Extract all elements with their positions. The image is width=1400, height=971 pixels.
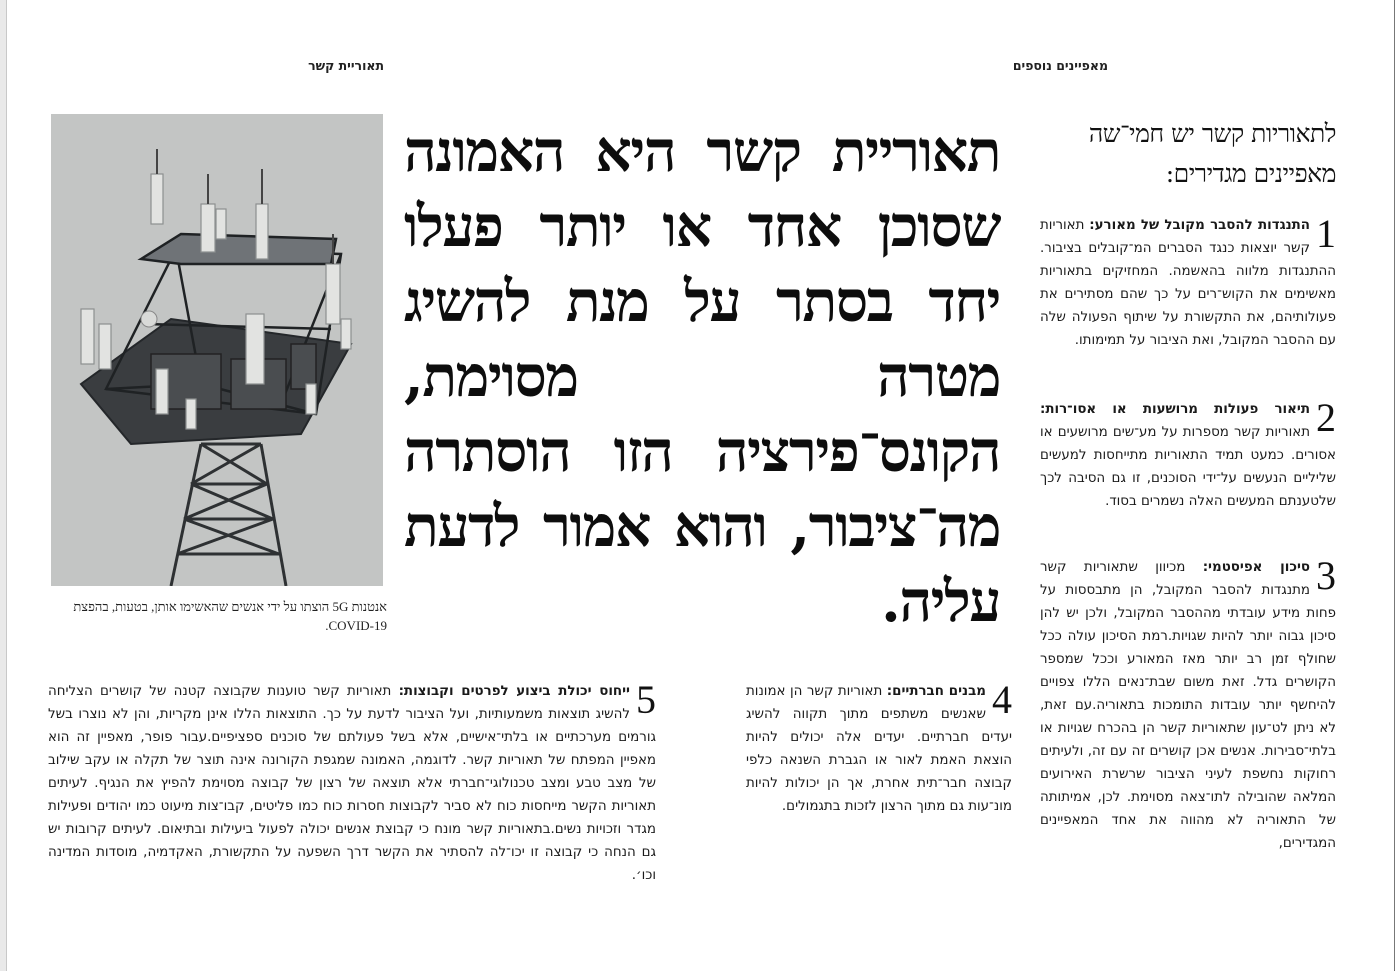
- section-text: מכיוון שתאוריות קשר מתנגדות להסבר המקובל, הן מתבססות על פחות מידע עובדתי מההסבר המקובל, ולכן יש להן סיכון גבוה יותר להיות שגויות.רמת הסיכון עולה ככל שחולף זמן רב יותר מאז המאורע וככל שמספר הקושרים גדל. זאת משום שבת־נאים הללו צפויים להיחשף יותר עובדות התומכות בתאוריה.עם זאת, לא ניתן לט־עון שתאוריות קשר הן בהכרח שגויות או בלתי־סבירות. אנשים אכן קושרים זה עם זה, ולעיתים רחוקות נחשפת לעיני הציבור שרשרת האירועים המלאה שהובילה לתו־צאה מסוימת. לכן, אמיתותה של התאוריה לא מהווה את אחד המאפיינים המגדירים,: [1040, 560, 1336, 851]
- right-page-edge: [1394, 0, 1400, 971]
- pull-quote: תאוריית קשר היא האמונה שסוכן אחד או יותר פעלו יחד בסתר על מנת להשיג מטרה מסוימת, הקונס־פירציה הזו הוסתרה מה־ציבור, והוא אמור לדעת עליה.: [404, 118, 1000, 635]
- section-1: [1040, 211, 1336, 352]
- running-head-left: תאוריית קשר: [308, 58, 384, 73]
- section-lead: תיאור פעולות מרושעות או אסו־רות:: [1040, 402, 1310, 417]
- section-2: [1040, 395, 1336, 513]
- section-lead: מבנים חברתיים:: [886, 684, 986, 699]
- section-number: 5: [636, 677, 656, 722]
- section-lead: ייחוס יכולת ביצוע לפרטים וקבוצות:: [398, 684, 630, 699]
- antenna-tower-photo: [51, 114, 383, 586]
- section-text: תאוריות קשר טוענות שקבוצה קטנה של קושרים הצליחה להשיג תוצאות משמעותיות, ועל הציבור לדעת על כך. התוצאות הללו אינן מקריות, והן לא נוצרו בשל גורמים מערכתיים או בלתי־אישיים, אלא בשל פעולתם של סוכנים ספציפיים.עבור פופר, מאפיין זה הוא מאפיין המפתח של תאוריות קשר. לדוגמה, האמונה שמגפת הקורונה אינה תוצר של תקלה או עקב שילוב של מצב טבע ומצב טכנולוגי־חברתי אלא תוצאה של רצון של קבוצה מסוימת להפיץ את הנגיף. לעיתים תאוריות הקשר מייחסות כוח לא סביר לקבוצות חסרות כוח כמו פליטים, קבו־צות מיעוט כמו יהודים ופעילות מגדר וזכויות נשים.בתאוריות קשר מונח כי קבוצת אנשים יכולה לפעול ביעילות ובתיאום. לעיתים קרובות יש גם הנחה כי קבוצה זו יכו־לה להסתיר את הקשר דרך השפעה על התקשורת, האקדמיה, מוסדות המדינה וכו׳.: [48, 684, 656, 883]
- section-lead: התנגדות להסבר מקובל של מאורע:: [1089, 218, 1310, 233]
- section-text: תאוריות קשר הן אמונות שאנשים משתפים מתוך תקווה להשיג יעדים חברתיים. יעדים אלה יכולים להיות הוצאת האמת לאור או הגברת השנאה כלפי קבוצה חבר־תית אחרת, אך הן יכולות להיות מונ־עות גם מתוך הרצון לזכות בתגמולים.: [746, 684, 1012, 814]
- column-heading: לתאוריות קשר יש חמי־שה מאפיינים מגדירים:: [1088, 119, 1336, 188]
- section-3: [1040, 553, 1336, 855]
- section-text: תאוריות קשר יוצאות כנגד הסברים המ־קובלים בציבור. ההתנגדות מלווה בהאשמה. המחזיקים בתאוריות מאשימים את הקוש־רים על כך שהם מסתירים את פעולותיהם, את התקשורת על שיתוף הפעולה שלה עם ההסבר המקובל, ואת הציבור על תמימותו.: [1040, 218, 1336, 348]
- section-number: 2: [1316, 395, 1336, 440]
- running-head-right: מאפיינים נוספים: [1012, 58, 1108, 73]
- section-text: תאוריות קשר מספרות על מע־שים מרושעים או אסורים. כמעט תמיד התאוריות מתייחסות למעשים שליליים הנעשים על־ידי הסוכנים, זו גם הסיבה לכך שלטענתם המעשים האלה נשמרים בסוד.: [1040, 425, 1336, 509]
- section-number: 1: [1316, 211, 1336, 256]
- photo-caption: אנטנות 5G הוצתו על ידי אנשים שהאשימו אותן, בטעות, בהפצת COVID-19.: [73, 599, 387, 633]
- section-5: [48, 677, 656, 887]
- section-lead: סיכון אפיסטמי:: [1202, 560, 1310, 575]
- section-number: 4: [992, 677, 1012, 722]
- section-4: [746, 677, 1012, 818]
- left-page-gutter: [0, 0, 7, 971]
- section-number: 3: [1316, 553, 1336, 598]
